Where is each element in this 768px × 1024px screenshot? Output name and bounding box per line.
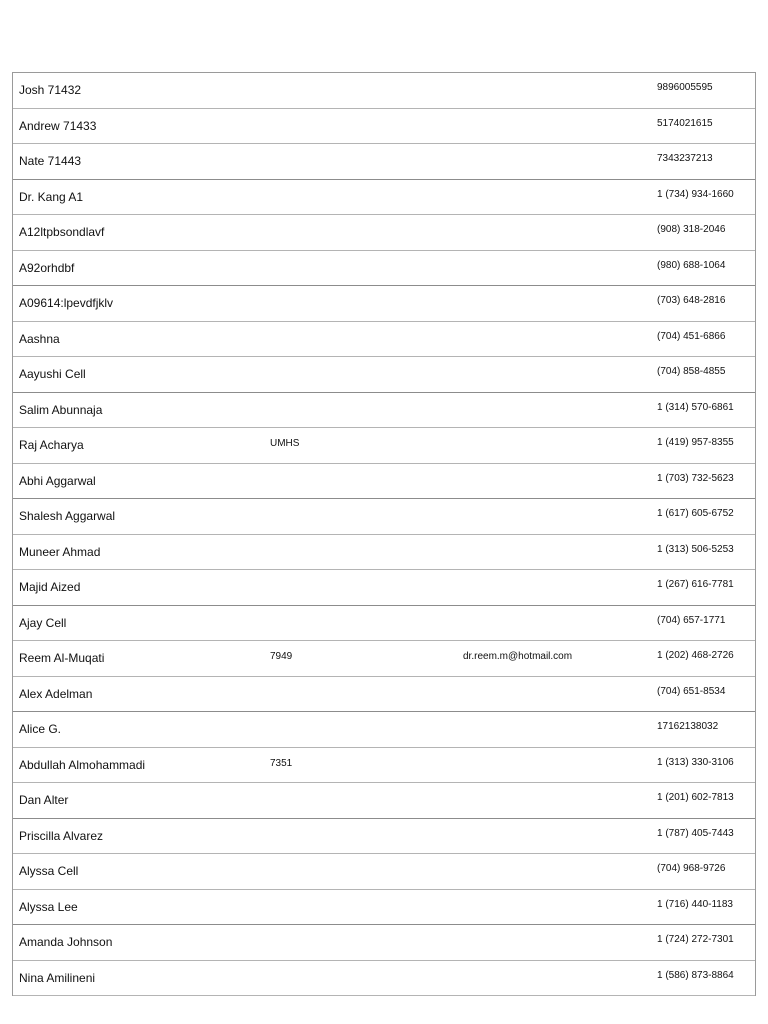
contact-name: Josh 71432 bbox=[19, 83, 82, 97]
contact-phone: 1 (267) 616-7781 bbox=[657, 579, 734, 590]
contact-row bbox=[13, 180, 755, 216]
contact-row bbox=[13, 961, 755, 997]
contact-name: Ajay Cell bbox=[19, 615, 67, 630]
contact-name: Andrew 71433 bbox=[19, 118, 97, 133]
contact-name: Dr. Kang A1 bbox=[19, 189, 84, 204]
contact-name: Dan Alter bbox=[19, 793, 69, 807]
contact-company: UMHS bbox=[270, 438, 300, 449]
contact-phone: (704) 858-4855 bbox=[657, 366, 726, 377]
contact-name: Muneer Ahmad bbox=[19, 544, 101, 559]
contact-table bbox=[12, 72, 756, 996]
contact-row bbox=[13, 748, 755, 784]
contact-row bbox=[13, 73, 755, 109]
contact-phone: 1 (419) 957-8355 bbox=[657, 437, 734, 448]
contact-name: Raj Acharya bbox=[19, 438, 84, 452]
contact-row bbox=[13, 535, 755, 571]
contact-row bbox=[13, 783, 755, 819]
contact-name: Reem Al-Muqati bbox=[19, 651, 105, 665]
contact-row bbox=[13, 819, 755, 855]
contact-row bbox=[13, 606, 755, 642]
contact-phone: 1 (313) 330-3106 bbox=[657, 756, 734, 768]
contact-phone: 7343237213 bbox=[657, 153, 713, 164]
contact-name: A12ltpbsondlavf bbox=[19, 225, 105, 239]
contact-name: Majid Aized bbox=[19, 580, 81, 594]
contact-name: A09614:lpevdfjklv bbox=[19, 296, 114, 310]
contact-row bbox=[13, 464, 755, 500]
contact-row bbox=[13, 641, 755, 677]
contact-phone: (703) 648-2816 bbox=[657, 295, 726, 306]
contact-name: Alex Adelman bbox=[19, 686, 93, 701]
contact-row bbox=[13, 393, 755, 429]
contact-phone: 1 (201) 602-7813 bbox=[657, 792, 734, 803]
contact-phone: 1 (703) 732-5623 bbox=[657, 472, 734, 484]
contact-row bbox=[13, 428, 755, 464]
contact-name: Nina Amilineni bbox=[19, 970, 96, 985]
contact-row bbox=[13, 570, 755, 606]
contact-phone: 1 (313) 506-5253 bbox=[657, 543, 734, 555]
contact-row bbox=[13, 925, 755, 961]
contact-phone: 1 (724) 272-7301 bbox=[657, 934, 734, 945]
contact-phone: 5174021615 bbox=[657, 117, 713, 129]
contact-phone: 1 (716) 440-1183 bbox=[657, 898, 733, 910]
contact-phone: 1 (314) 570-6861 bbox=[657, 401, 734, 413]
contact-row bbox=[13, 677, 755, 713]
contact-phone: 1 (202) 468-2726 bbox=[657, 650, 734, 661]
contact-name: Shalesh Aggarwal bbox=[19, 509, 116, 523]
contact-row bbox=[13, 286, 755, 322]
contact-name: Aayushi Cell bbox=[19, 367, 86, 381]
contact-phone: (704) 968-9726 bbox=[657, 863, 726, 874]
contact-phone: 1 (734) 934-1660 bbox=[657, 188, 734, 200]
contact-phone: (704) 657-1771 bbox=[657, 614, 726, 626]
contact-phone: 17162138032 bbox=[657, 721, 719, 732]
contact-row bbox=[13, 712, 755, 748]
contact-name: Nate 71443 bbox=[19, 154, 82, 168]
contact-row bbox=[13, 109, 755, 145]
contact-phone: (980) 688-1064 bbox=[657, 259, 726, 271]
contact-row bbox=[13, 144, 755, 180]
contact-name: A92orhdbf bbox=[19, 260, 75, 275]
contact-name: Alice G. bbox=[19, 722, 62, 736]
contact-name: Priscilla Alvarez bbox=[19, 828, 104, 843]
contact-row bbox=[13, 251, 755, 287]
contact-row bbox=[13, 854, 755, 890]
contact-phone: 1 (586) 873-8864 bbox=[657, 969, 734, 981]
contact-row bbox=[13, 499, 755, 535]
contact-phone: 1 (617) 605-6752 bbox=[657, 508, 734, 519]
contact-row bbox=[13, 322, 755, 358]
contact-name: Alyssa Lee bbox=[19, 899, 78, 914]
contact-company: 7351 bbox=[270, 757, 293, 769]
contact-name: Amanda Johnson bbox=[19, 935, 113, 949]
contact-name: Aashna bbox=[19, 331, 60, 346]
contact-row bbox=[13, 890, 755, 926]
contact-phone: 1 (787) 405-7443 bbox=[657, 827, 734, 839]
contact-name: Alyssa Cell bbox=[19, 864, 79, 878]
contact-name: Abhi Aggarwal bbox=[19, 473, 96, 488]
contact-phone: (704) 651-8534 bbox=[657, 685, 726, 697]
contact-phone: 9896005595 bbox=[657, 82, 713, 93]
contact-phone: (908) 318-2046 bbox=[657, 224, 726, 235]
contact-name: Abdullah Almohammadi bbox=[19, 757, 146, 772]
contact-name: Salim Abunnaja bbox=[19, 402, 103, 417]
contact-phone: (704) 451-6866 bbox=[657, 330, 726, 342]
contact-email: dr.reem.m@hotmail.com bbox=[463, 651, 573, 662]
contact-row bbox=[13, 357, 755, 393]
contact-company: 7949 bbox=[270, 651, 293, 662]
contact-row bbox=[13, 215, 755, 251]
